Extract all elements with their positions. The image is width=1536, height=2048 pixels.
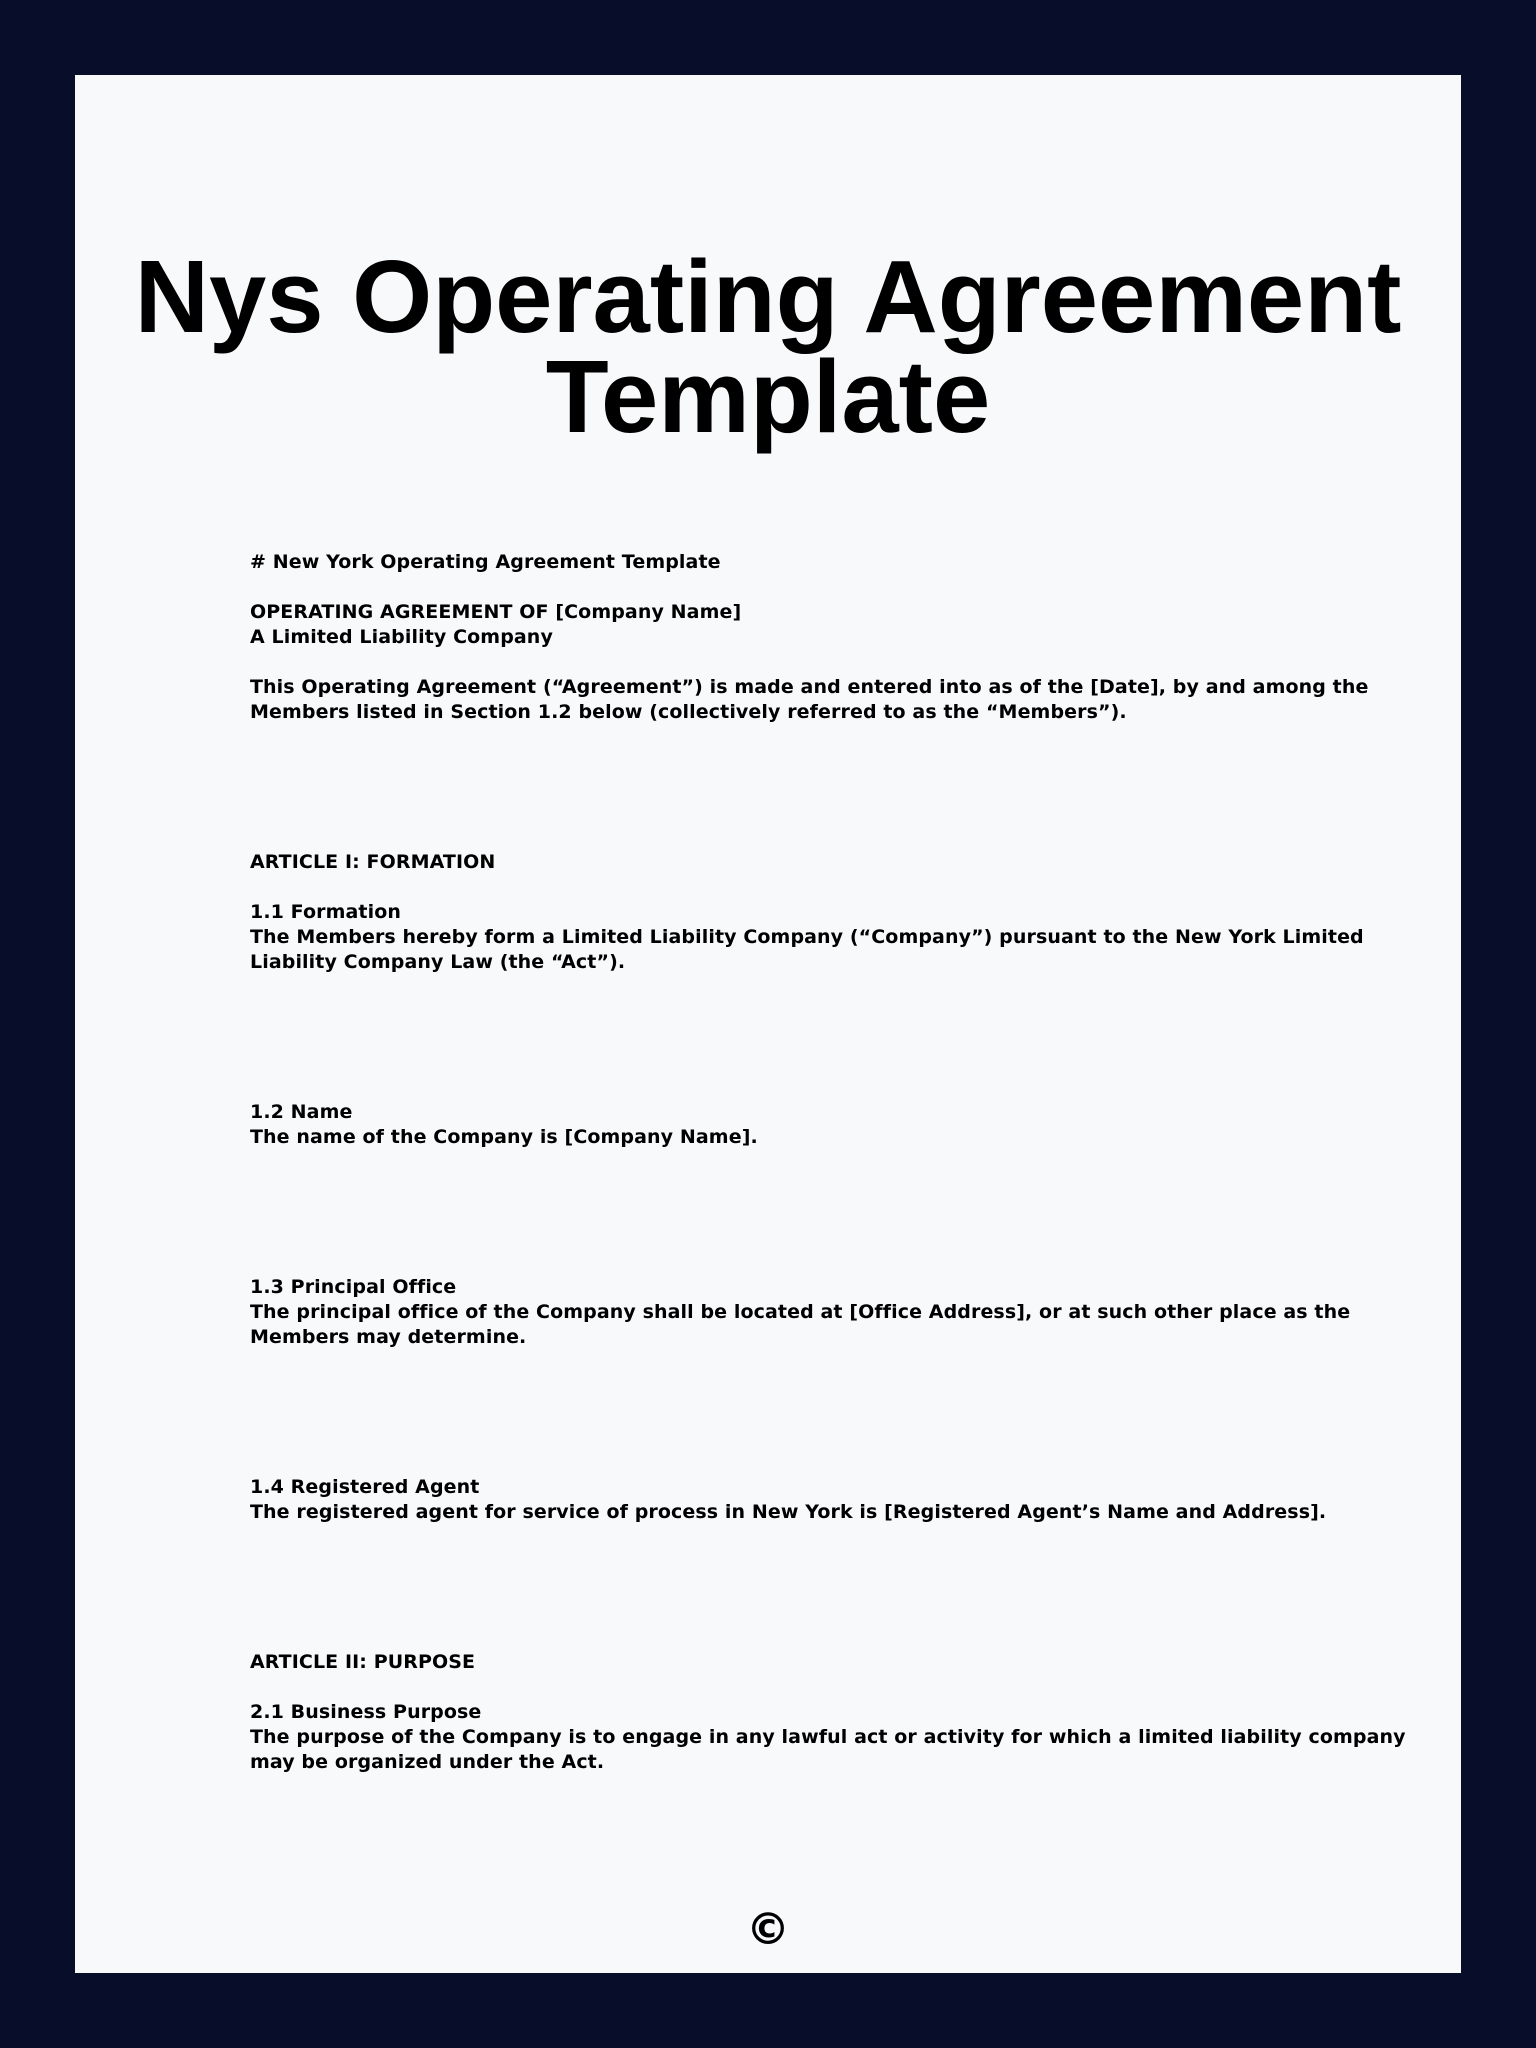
article-heading-text: ARTICLE I: FORMATION [250,851,496,873]
article-heading-text: ARTICLE II: PURPOSE [250,1651,476,1673]
section-1-1 [250,900,1370,975]
section-heading: 1.3 Principal Office [250,1276,457,1298]
section-1-3 [250,1275,1370,1350]
section-1-4 [250,1475,1370,1525]
section-heading: 1.4 Registered Agent [250,1476,480,1498]
section-body-line: The registered agent for service of process in New York is [Registered Agent’s Name and Address]. [250,1501,1327,1523]
section-body-line: The principal office of the Company shall be located at [Office Address], or at such other place as the [250,1301,1351,1323]
document-title [75,239,1461,454]
article-1-heading [250,850,1370,875]
agreement-of-line: OPERATING AGREEMENT OF [Company Name] [250,601,742,623]
intro-line: Members listed in Section 1.2 below (collectively referred to as the “Members”). [250,701,1127,723]
markdown-heading-text: # New York Operating Agreement Template [250,551,721,573]
article-2-heading [250,1650,1370,1675]
title-line-2: Template [545,339,991,454]
copyright-icon: © [746,1904,790,1955]
entity-type-line: A Limited Liability Company [250,626,553,648]
section-2-1 [250,1700,1406,1775]
section-body-line: The name of the Company is [Company Name]. [250,1126,758,1148]
section-body-line: may be organized under the Act. [250,1751,605,1773]
section-heading: 1.1 Formation [250,901,401,923]
intro-paragraph [250,675,1370,725]
section-1-2 [250,1100,1370,1150]
section-heading: 1.2 Name [250,1101,353,1123]
title-line-1: Nys Operating Agreement [134,239,1402,354]
section-heading: 2.1 Business Purpose [250,1701,482,1723]
section-body-line: Members may determine. [250,1326,527,1348]
section-body-line: The purpose of the Company is to engage in any lawful act or activity for which a limited liability company [250,1726,1406,1748]
document-page [75,75,1461,1973]
markdown-heading [250,550,1370,575]
agreement-header [250,600,1370,650]
section-body-line: Liability Company Law (the “Act”). [250,951,626,973]
section-body-line: The Members hereby form a Limited Liability Company (“Company”) pursuant to the New York Limited [250,926,1364,948]
intro-line: This Operating Agreement (“Agreement”) is made and entered into as of the [Date], by and among the [250,676,1369,698]
